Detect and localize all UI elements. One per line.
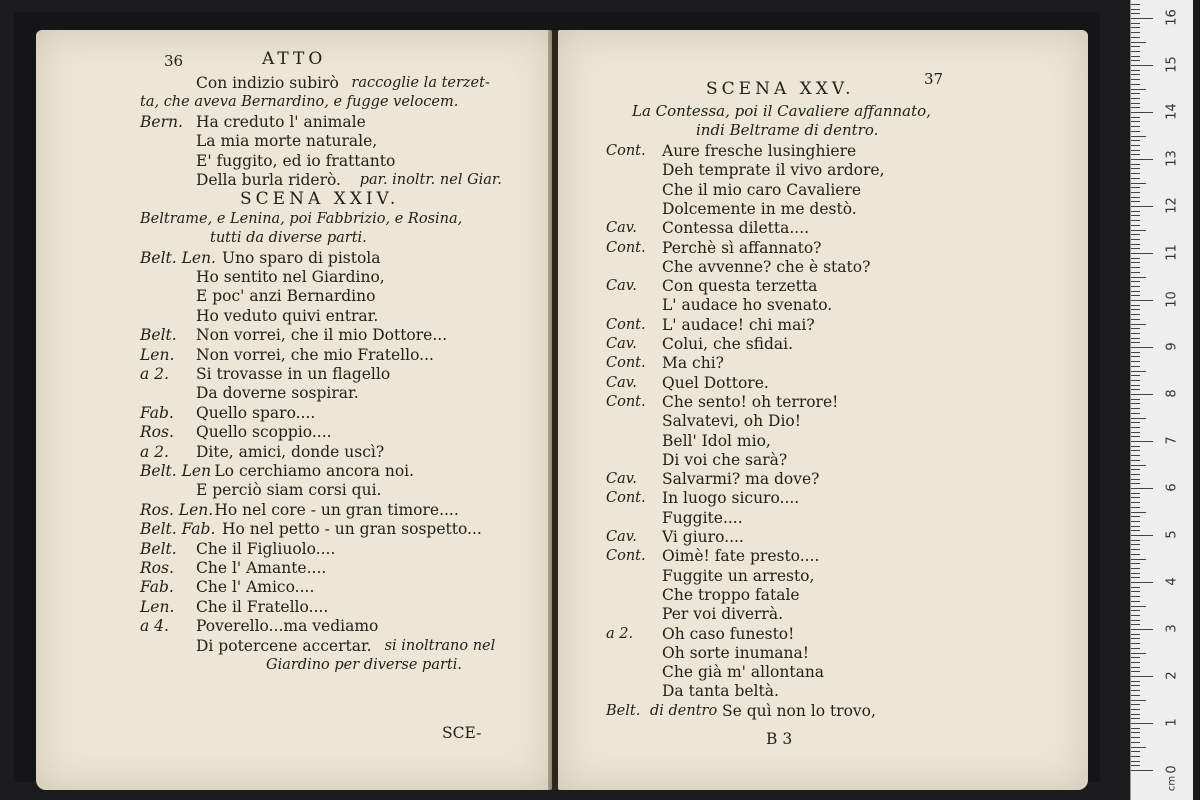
ruler-tick (1131, 258, 1140, 259)
measuring-ruler (1130, 0, 1193, 800)
ruler-tick (1131, 371, 1146, 372)
ruler-tick (1131, 32, 1140, 33)
ruler-label: 16 (1164, 9, 1180, 26)
ruler-tick (1131, 601, 1140, 602)
verse-line: Da tanta beltà. (662, 682, 779, 700)
verse-line: Oimè! fate presto.... (662, 547, 820, 565)
ruler-tick (1131, 60, 1140, 61)
ruler-tick (1131, 530, 1140, 531)
speaker-label: Belt. Len. (140, 249, 216, 267)
speaker-label: Cont. (606, 317, 646, 333)
ruler-tick (1131, 375, 1140, 376)
stage-direction: ta, che aveva Bernardino, e fugge velocem. (140, 94, 459, 110)
ruler-tick (1131, 455, 1140, 456)
ruler-tick (1131, 446, 1140, 447)
ruler-tick (1131, 173, 1140, 174)
verse-line: Ho nel core - un gran timore.... (214, 501, 459, 519)
verse-line: Salvatevi, oh Dio! (662, 412, 801, 430)
verse-line: Fuggite.... (662, 509, 743, 527)
ruler-tick (1131, 126, 1140, 127)
ruler-tick (1131, 559, 1146, 560)
ruler-tick (1131, 521, 1140, 522)
verse-line: Perchè sì affannato? (662, 239, 822, 257)
speaker-label: Cont. (606, 548, 646, 564)
ruler-tick (1131, 502, 1140, 503)
ruler-tick (1131, 460, 1140, 461)
speaker-label: Ros. (140, 423, 174, 441)
speaker-label: a 4. (140, 617, 169, 635)
ruler-tick (1131, 563, 1140, 564)
verse-line: E poc' anzi Bernardino (196, 287, 376, 305)
ruler-tick (1131, 394, 1153, 395)
ruler-tick (1131, 765, 1140, 766)
ruler-tick (1131, 634, 1140, 635)
ruler-tick (1131, 361, 1140, 362)
verse-line: Che il mio caro Cavaliere (662, 181, 862, 199)
ruler-label: 15 (1164, 56, 1180, 73)
ruler-tick (1131, 512, 1146, 513)
stage-direction: tutti da diverse parti. (210, 230, 367, 246)
ruler-tick (1131, 79, 1140, 80)
ruler-tick (1131, 667, 1140, 668)
running-header: ATTO (262, 49, 327, 69)
ruler-tick (1131, 643, 1140, 644)
ruler-tick (1131, 756, 1140, 757)
speaker-label: Len. (140, 598, 175, 616)
ruler-tick (1131, 718, 1140, 719)
left-page (36, 30, 552, 790)
verse-line: Da doverne sospirar. (196, 384, 359, 402)
ruler-tick (1131, 662, 1140, 663)
ruler-tick (1131, 747, 1146, 748)
ruler-tick (1131, 742, 1140, 743)
verse-line: Quel Dottore. (662, 374, 769, 392)
verse-line: Aure fresche lusinghiere (662, 142, 857, 160)
speaker-label: Fab. (140, 404, 174, 422)
ruler-tick (1131, 352, 1140, 353)
ruler-tick (1131, 648, 1140, 649)
page-number: 36 (164, 52, 184, 70)
ruler-label: 3 (1164, 624, 1180, 633)
verse-line: Vi giuro.... (662, 528, 744, 546)
verse-line: Che già m' allontana (662, 663, 825, 681)
verse-line: Che avvenne? che è stato? (662, 258, 871, 276)
speaker-label: Belt. (140, 326, 177, 344)
ruler-tick (1131, 9, 1140, 10)
ruler-tick (1131, 516, 1140, 517)
speaker-label: Cav. (606, 375, 637, 391)
ruler-tick (1131, 89, 1146, 90)
speaker-label: Cont. (606, 490, 646, 506)
speaker-label: Cav. (606, 220, 637, 236)
ruler-tick (1131, 65, 1153, 66)
verse-line: In luogo sicuro.... (662, 489, 800, 507)
verse-line: Oh sorte inumana! (662, 644, 809, 662)
scene-heading: SCENA XXIV. (240, 189, 400, 209)
verse-line: Quello sparo.... (196, 404, 316, 422)
verse-line: Dolcemente in me destò. (662, 200, 857, 218)
verse-line: E' fuggito, ed io frattanto (196, 152, 396, 170)
ruler-tick (1131, 27, 1140, 28)
speaker-label: Belt. Fab. (140, 520, 216, 538)
stage-direction: di dentro (650, 703, 718, 719)
verse-line: Che troppo fatale (662, 586, 800, 604)
ruler-tick (1131, 366, 1140, 367)
ruler-tick (1131, 314, 1140, 315)
ruler-label: 2 (1164, 671, 1180, 680)
verse-line: Che l' Amante.... (196, 559, 327, 577)
verse-line: Con indizio subirò (196, 74, 339, 92)
ruler-tick (1131, 380, 1140, 381)
ruler-tick (1131, 761, 1140, 762)
ruler-tick (1131, 700, 1146, 701)
scene-heading: SCENA XXV. (706, 79, 855, 99)
ruler-tick (1131, 23, 1140, 24)
ruler-tick (1131, 582, 1153, 583)
verse-line: L' audace! chi mai? (662, 316, 815, 334)
ruler-tick (1131, 624, 1140, 625)
ruler-label: 6 (1164, 483, 1180, 492)
speaker-label: Belt. Len (140, 462, 212, 480)
ruler-tick (1131, 187, 1140, 188)
ruler-tick (1131, 554, 1140, 555)
ruler-tick (1131, 206, 1153, 207)
ruler-tick (1131, 328, 1140, 329)
ruler-tick (1131, 732, 1140, 733)
speaker-label: Cont. (606, 394, 646, 410)
ruler-tick (1131, 653, 1146, 654)
ruler-tick (1131, 215, 1140, 216)
verse-line: Di voi che sarà? (662, 451, 788, 469)
ruler-tick (1131, 399, 1140, 400)
verse-line: Si trovasse in un flagello (196, 365, 391, 383)
verse-line: Che il Fratello.... (196, 598, 329, 616)
ruler-label: 14 (1164, 103, 1180, 120)
stage-direction: Giardino per diverse parti. (266, 657, 462, 673)
ruler-tick (1131, 479, 1140, 480)
ruler-unit: cm (1166, 775, 1178, 792)
speaker-label: Cav. (606, 336, 637, 352)
ruler-tick (1131, 493, 1140, 494)
ruler-tick (1131, 183, 1146, 184)
ruler-label: 11 (1164, 244, 1180, 261)
ruler-tick (1131, 549, 1140, 550)
signature-mark: B 3 (766, 730, 793, 748)
ruler-tick (1131, 629, 1153, 630)
ruler-tick (1131, 591, 1140, 592)
ruler-tick (1131, 436, 1140, 437)
ruler-tick (1131, 164, 1140, 165)
ruler-tick (1131, 305, 1140, 306)
ruler-label: 13 (1164, 150, 1180, 167)
verse-line: E perciò siam corsi qui. (196, 481, 382, 499)
ruler-tick (1131, 469, 1140, 470)
ruler-tick (1131, 422, 1140, 423)
scene-subheading: La Contessa, poi il Cavaliere affannato, (632, 102, 931, 120)
speaker-label: a 2. (140, 365, 169, 383)
ruler-tick (1131, 220, 1140, 221)
ruler-tick (1131, 262, 1140, 263)
verse-line: Poverello...ma vediamo (196, 617, 379, 635)
verse-line: Che sento! oh terrore! (662, 393, 839, 411)
ruler-tick (1131, 225, 1140, 226)
ruler-tick (1131, 70, 1140, 71)
ruler-tick (1131, 573, 1140, 574)
verse-line: Di potercene accertar. (196, 637, 372, 655)
ruler-label: 4 (1164, 577, 1180, 586)
verse-line: Se quì non lo trovo, (722, 702, 876, 720)
ruler-tick (1131, 587, 1140, 588)
ruler-tick (1131, 408, 1140, 409)
speaker-label: Belt. (606, 703, 641, 719)
speaker-label: Fab. (140, 578, 174, 596)
ruler-tick (1131, 338, 1140, 339)
ruler-tick (1131, 441, 1153, 442)
ruler-tick (1131, 620, 1140, 621)
ruler-tick (1131, 342, 1140, 343)
verse-line: Bell' Idol mio, (662, 432, 771, 450)
ruler-tick (1131, 234, 1140, 235)
ruler-tick (1131, 74, 1140, 75)
speaker-label: Ros. Len. (140, 501, 214, 519)
ruler-tick (1131, 93, 1140, 94)
ruler-tick (1131, 474, 1140, 475)
ruler-tick (1131, 46, 1140, 47)
ruler-tick (1131, 770, 1153, 771)
speaker-label: Bern. (140, 113, 183, 131)
ruler-tick (1131, 98, 1140, 99)
ruler-tick (1131, 37, 1140, 38)
ruler-tick (1131, 267, 1140, 268)
ruler-tick (1131, 150, 1140, 151)
ruler-tick (1131, 483, 1140, 484)
speaker-label: Cav. (606, 529, 637, 545)
ruler-tick (1131, 709, 1140, 710)
speaker-label: Cont. (606, 240, 646, 256)
ruler-tick (1131, 418, 1146, 419)
ruler-tick (1131, 465, 1146, 466)
verse-line: Ma chi? (662, 354, 724, 372)
ruler-tick (1131, 107, 1140, 108)
ruler-tick (1131, 277, 1146, 278)
speaker-label: Cav. (606, 278, 637, 294)
ruler-tick (1131, 192, 1140, 193)
ruler-tick (1131, 239, 1140, 240)
ruler-tick (1131, 535, 1153, 536)
ruler-tick (1131, 610, 1140, 611)
ruler-tick (1131, 596, 1140, 597)
ruler-tick (1131, 154, 1140, 155)
ruler-tick (1131, 56, 1140, 57)
verse-line: Contessa diletta.... (662, 219, 810, 237)
verse-line: Salvarmi? ma dove? (662, 470, 820, 488)
verse-line: Ho sentito nel Giardino, (196, 268, 385, 286)
ruler-tick (1131, 690, 1140, 691)
page-number: 37 (924, 70, 944, 88)
ruler-tick (1131, 103, 1140, 104)
ruler-tick (1131, 117, 1140, 118)
ruler-tick (1131, 507, 1140, 508)
ruler-tick (1131, 427, 1140, 428)
verse-line: Ho veduto quivi entrar. (196, 307, 379, 325)
ruler-tick (1131, 606, 1146, 607)
ruler-tick (1131, 248, 1140, 249)
ruler-tick (1131, 121, 1140, 122)
ruler-tick (1131, 638, 1140, 639)
ruler-tick (1131, 51, 1140, 52)
ruler-tick (1131, 13, 1140, 14)
ruler-tick (1131, 140, 1140, 141)
ruler-tick (1131, 356, 1140, 357)
speaker-label: Cav. (606, 471, 637, 487)
verse-line: Colui, che sfidai. (662, 335, 794, 353)
ruler-tick (1131, 286, 1140, 287)
stage-direction: si inoltrano nel (384, 638, 496, 654)
verse-line: Con questa terzetta (662, 277, 818, 295)
ruler-tick (1131, 211, 1140, 212)
verse-line: L' audace ho svenato. (662, 296, 833, 314)
ruler-tick (1131, 540, 1140, 541)
ruler-tick (1131, 18, 1153, 19)
ruler-tick (1131, 197, 1140, 198)
verse-line: Non vorrei, che mio Fratello... (196, 346, 434, 364)
verse-line: Dite, amici, donde uscì? (196, 443, 385, 461)
speaker-label: a 2. (606, 626, 634, 642)
ruler-label: 1 (1164, 718, 1180, 727)
ruler-tick (1131, 201, 1140, 202)
ruler-tick (1131, 681, 1140, 682)
ruler-tick (1131, 136, 1146, 137)
verse-line: Della burla riderò. (196, 171, 341, 189)
ruler-tick (1131, 432, 1140, 433)
verse-line: Ha creduto l' animale (196, 113, 366, 131)
verse-line: Lo cerchiamo ancora noi. (214, 462, 415, 480)
ruler-label: 9 (1164, 342, 1180, 351)
speaker-label: Ros. (140, 559, 174, 577)
ruler-tick (1131, 577, 1140, 578)
scene-subheading: indi Beltrame di dentro. (696, 121, 879, 139)
ruler-label: 7 (1164, 436, 1180, 445)
stage-direction: par. inoltr. nel Giar. (359, 172, 502, 188)
verse-line: Quello scoppio.... (196, 423, 332, 441)
ruler-tick (1131, 4, 1140, 5)
ruler-tick (1131, 488, 1153, 489)
speaker-label: a 2. (140, 443, 169, 461)
ruler-tick (1131, 347, 1153, 348)
verse-line: Ho nel petto - un gran sospetto... (222, 520, 482, 538)
ruler-tick (1131, 145, 1140, 146)
ruler-tick (1131, 704, 1140, 705)
verse-line: Fuggite un arresto, (662, 567, 815, 585)
ruler-tick (1131, 230, 1146, 231)
ruler-tick (1131, 84, 1140, 85)
verse-line: Uno sparo di pistola (222, 249, 381, 267)
ruler-tick (1131, 131, 1140, 132)
ruler-tick (1131, 324, 1146, 325)
ruler-tick (1131, 695, 1140, 696)
ruler-tick (1131, 568, 1140, 569)
ruler-tick (1131, 728, 1140, 729)
verse-line: Per voi diverrà. (662, 605, 784, 623)
ruler-tick (1131, 685, 1140, 686)
ruler-tick (1131, 291, 1140, 292)
speaker-label: Belt. (140, 540, 177, 558)
ruler-tick (1131, 333, 1140, 334)
ruler-tick (1131, 403, 1140, 404)
ruler-tick (1131, 272, 1140, 273)
ruler-tick (1131, 497, 1140, 498)
ruler-tick (1131, 723, 1153, 724)
ruler-tick (1131, 676, 1153, 677)
ruler-tick (1131, 526, 1140, 527)
verse-line: La mia morte naturale, (196, 132, 378, 150)
ruler-tick (1131, 295, 1140, 296)
ruler-tick (1131, 657, 1140, 658)
verse-line: Che il Figliuolo.... (196, 540, 336, 558)
ruler-label: 10 (1164, 291, 1180, 308)
ruler-tick (1131, 159, 1153, 160)
verse-line: Che l' Amico.... (196, 578, 315, 596)
ruler-tick (1131, 714, 1140, 715)
ruler-tick (1131, 178, 1140, 179)
right-page (558, 30, 1088, 790)
speaker-label: Cont. (606, 143, 646, 159)
stage-direction: Beltrame, e Lenina, poi Fabbrizio, e Rosina, (140, 211, 463, 227)
ruler-tick (1131, 281, 1140, 282)
ruler-tick (1131, 389, 1140, 390)
ruler-tick (1131, 300, 1153, 301)
ruler-tick (1131, 253, 1153, 254)
ruler-tick (1131, 450, 1140, 451)
ruler-tick (1131, 737, 1140, 738)
ruler-tick (1131, 244, 1140, 245)
ruler-tick (1131, 112, 1153, 113)
ruler-tick (1131, 671, 1140, 672)
ruler-tick (1131, 544, 1140, 545)
ruler-tick (1131, 42, 1146, 43)
ruler-tick (1131, 413, 1140, 414)
verse-line: Deh temprate il vivo ardore, (662, 161, 885, 179)
verse-line: Non vorrei, che il mio Dottore... (196, 326, 448, 344)
ruler-tick (1131, 615, 1140, 616)
speaker-label: Len. (140, 346, 175, 364)
ruler-tick (1131, 168, 1140, 169)
ruler-label: 8 (1164, 389, 1180, 398)
ruler-tick (1131, 751, 1140, 752)
speaker-label: Cont. (606, 355, 646, 371)
ruler-tick (1131, 385, 1140, 386)
stage-direction: raccoglie la terzet- (351, 75, 490, 91)
ruler-label: 5 (1164, 530, 1180, 539)
verse-line: Oh caso funesto! (662, 625, 795, 643)
catchword: SCE- (442, 724, 482, 742)
ruler-tick (1131, 309, 1140, 310)
ruler-label: 12 (1164, 197, 1180, 214)
ruler-label: 0 (1164, 765, 1180, 774)
ruler-tick (1131, 319, 1140, 320)
